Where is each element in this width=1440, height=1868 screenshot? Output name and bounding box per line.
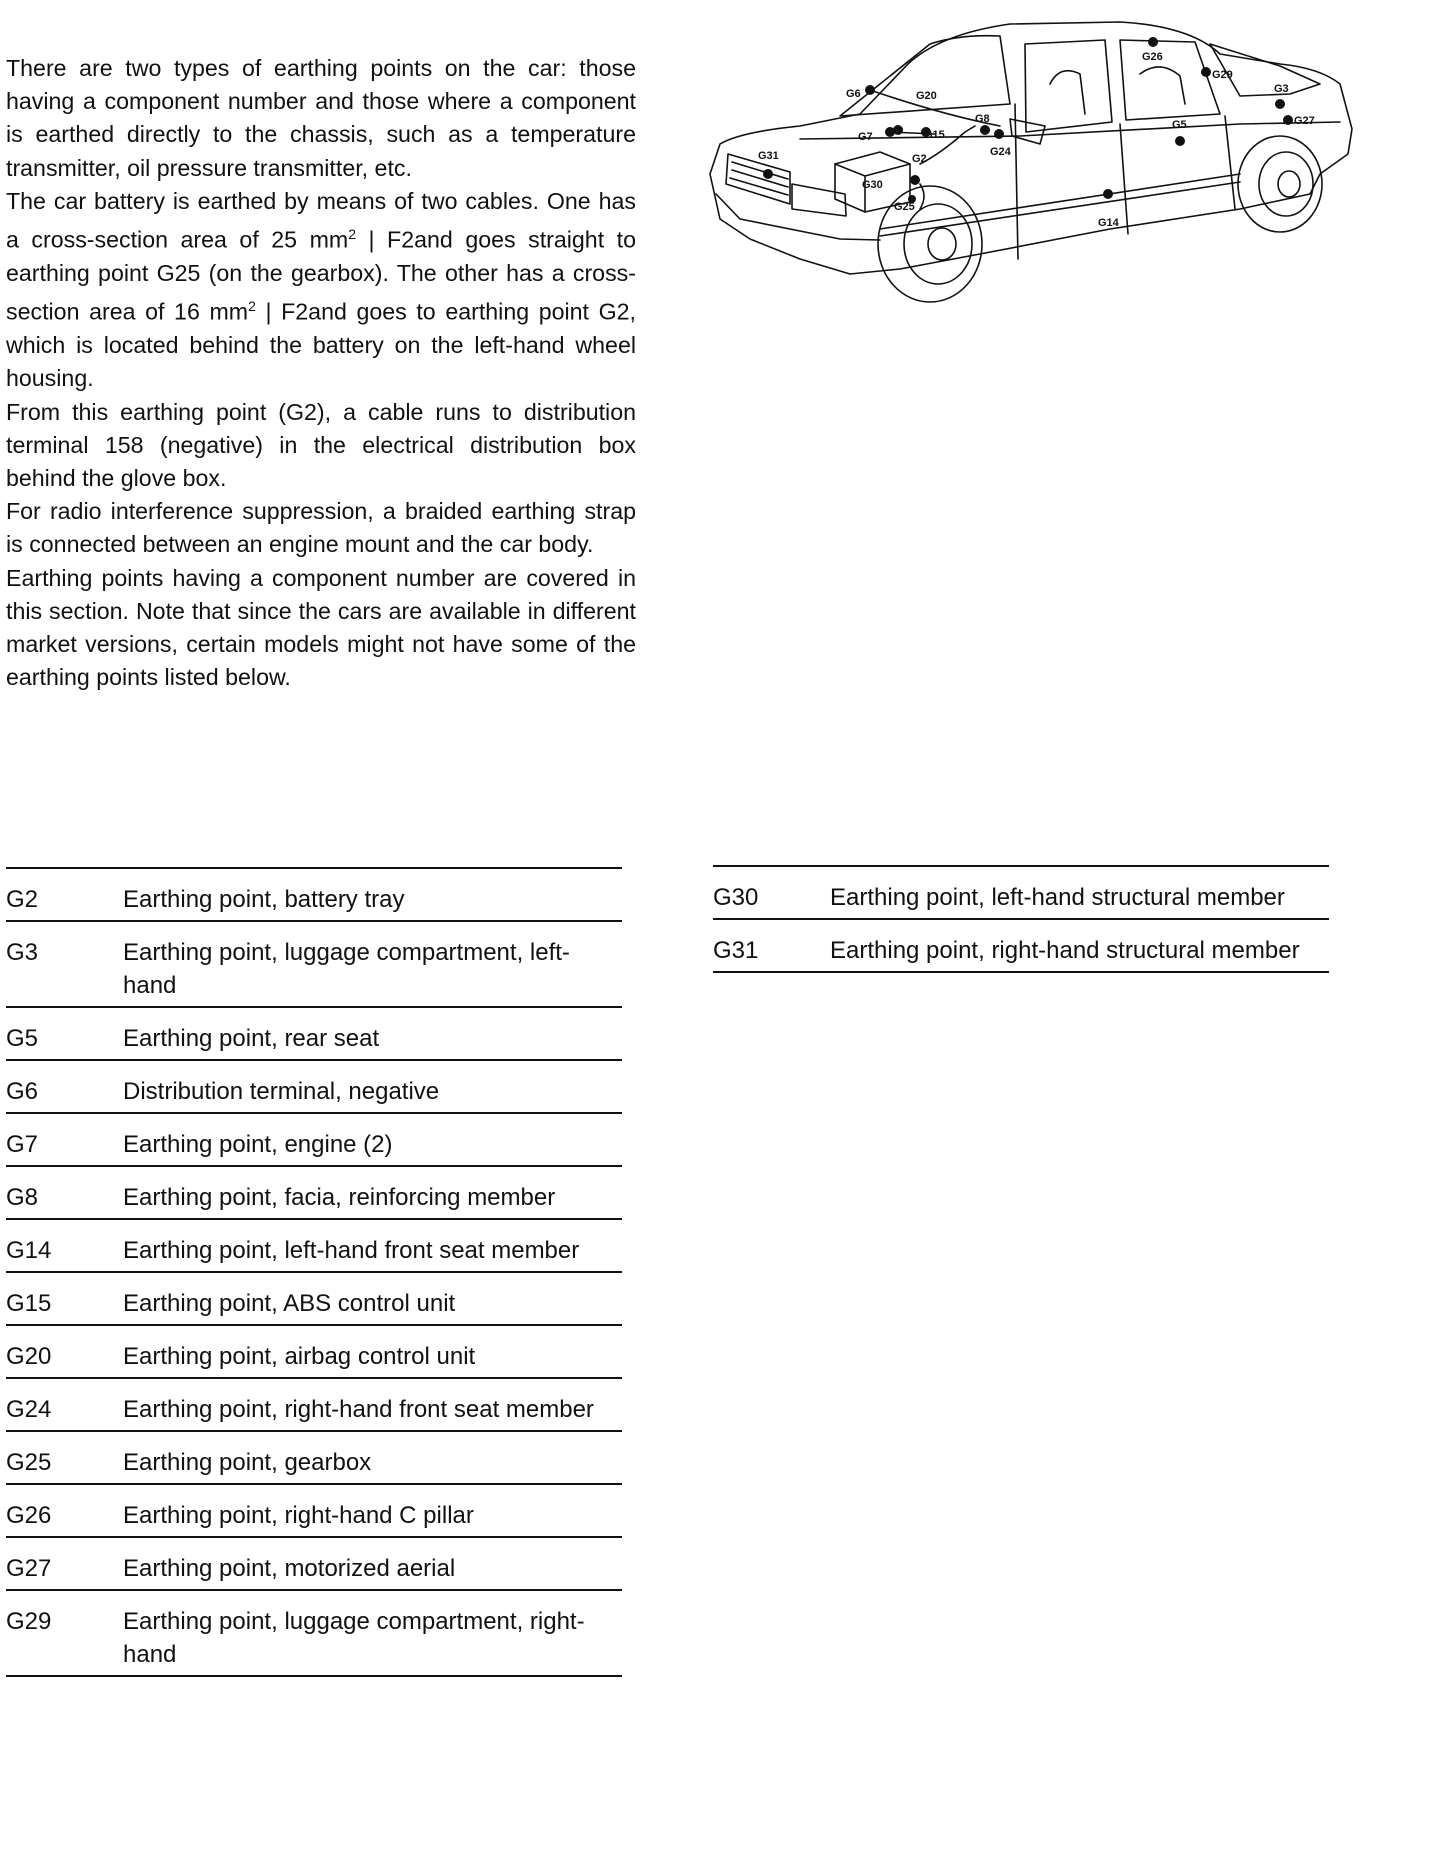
rear-door-window bbox=[1120, 40, 1220, 120]
component-description: Earthing point, left-hand front seat member bbox=[123, 1237, 580, 1264]
beltline bbox=[800, 122, 1340, 139]
component-description: Earthing point, airbag control unit bbox=[123, 1343, 476, 1370]
label-g24: G24 bbox=[990, 146, 1011, 158]
door-line bbox=[1225, 116, 1235, 209]
list-item bbox=[713, 867, 1329, 920]
list-item bbox=[6, 1379, 622, 1432]
seat-outline bbox=[1050, 67, 1185, 114]
marker-g6 bbox=[865, 85, 875, 95]
battery-text-b: | F2and goes straight to earthing point G25 (on the gearbox). The other has a cross-section area of 16 mm bbox=[6, 226, 636, 325]
marker-g24 bbox=[994, 129, 1004, 139]
marker-g26 bbox=[1148, 37, 1158, 47]
component-code: G3 bbox=[6, 939, 39, 966]
front-door-window bbox=[1025, 40, 1112, 132]
label-g29: G29 bbox=[1212, 69, 1233, 81]
intro-paragraph-battery bbox=[6, 185, 636, 396]
list-item bbox=[6, 1114, 622, 1167]
component-description: Earthing point, right-hand structural member bbox=[830, 937, 1300, 964]
marker-g29 bbox=[1201, 67, 1211, 77]
component-description: Earthing point, rear seat bbox=[123, 1025, 380, 1052]
component-code: G29 bbox=[6, 1608, 52, 1635]
superscript: 2 bbox=[248, 298, 256, 315]
component-code: G14 bbox=[6, 1237, 52, 1264]
component-code: G20 bbox=[6, 1343, 52, 1370]
component-code: G24 bbox=[6, 1396, 52, 1423]
component-code: G25 bbox=[6, 1449, 52, 1476]
intro-paragraph: Earthing points having a component number are covered in this section. Note that since the cars are available in different market versions, certain models might not have some of the earthing points listed below. bbox=[6, 564, 636, 691]
marker-g27 bbox=[1283, 115, 1293, 125]
rear-wheel bbox=[1238, 136, 1322, 232]
list-item bbox=[6, 1167, 622, 1220]
label-g27: G27 bbox=[1294, 115, 1315, 127]
windshield bbox=[840, 36, 1010, 116]
component-description: Earthing point, facia, reinforcing member bbox=[123, 1184, 556, 1211]
component-code: G30 bbox=[713, 884, 759, 911]
earthing-points-list-right bbox=[713, 865, 1329, 973]
component-code: G26 bbox=[6, 1502, 52, 1529]
intro-paragraph: For radio interference suppression, a braided earthing strap is connected between an engine mount and the car body. bbox=[6, 498, 636, 558]
superscript: 2 bbox=[348, 226, 357, 243]
label-g8: G8 bbox=[975, 113, 990, 125]
list-item bbox=[6, 1591, 622, 1677]
component-code: G6 bbox=[6, 1078, 39, 1105]
label-g3: G3 bbox=[1274, 83, 1289, 95]
component-description: Earthing point, gearbox bbox=[123, 1449, 372, 1476]
label-g7: G7 bbox=[858, 131, 873, 143]
component-description: Distribution terminal, negative bbox=[123, 1078, 440, 1105]
marker-g3 bbox=[1275, 99, 1285, 109]
component-description: Earthing point, battery tray bbox=[123, 886, 405, 913]
list-item bbox=[6, 1220, 622, 1273]
battery-text-c: | F2and goes to earthing point G2, which is located behind the battery on the left-hand wheel housing. bbox=[6, 298, 636, 392]
component-description: Earthing point, ABS control unit bbox=[123, 1290, 456, 1317]
door-line bbox=[1015, 104, 1018, 259]
list-item bbox=[6, 1008, 622, 1061]
component-description: Earthing point, luggage compartment, left-hand bbox=[123, 939, 570, 999]
component-description: Earthing point, luggage compartment, right-hand bbox=[123, 1608, 585, 1668]
marker-g7b bbox=[893, 125, 903, 135]
intro-text bbox=[6, 52, 636, 694]
list-item bbox=[6, 1273, 622, 1326]
marker-g5 bbox=[1175, 136, 1185, 146]
grille-slat bbox=[730, 162, 788, 195]
car-body-outline bbox=[710, 22, 1352, 274]
marker-g8 bbox=[980, 125, 990, 135]
marker-g31 bbox=[763, 169, 773, 179]
list-item bbox=[6, 1485, 622, 1538]
component-description: Earthing point, motorized aerial bbox=[123, 1555, 456, 1582]
component-code: G2 bbox=[6, 886, 39, 913]
marker-g2 bbox=[910, 175, 920, 185]
label-g5: G5 bbox=[1172, 119, 1187, 131]
side-trim bbox=[880, 174, 1240, 229]
side-trim bbox=[880, 182, 1240, 236]
label-g15: G15 bbox=[924, 129, 945, 141]
component-code: G7 bbox=[6, 1131, 39, 1158]
list-item bbox=[6, 1326, 622, 1379]
list-item bbox=[6, 1061, 622, 1114]
list-item bbox=[6, 869, 622, 922]
wiring-harness bbox=[870, 90, 1000, 209]
list-item bbox=[6, 1538, 622, 1591]
door-line bbox=[1120, 124, 1128, 234]
label-g6: G6 bbox=[846, 88, 861, 100]
car-earthing-diagram bbox=[680, 4, 1440, 344]
component-code: G15 bbox=[6, 1290, 52, 1317]
earthing-points-list-left bbox=[6, 867, 622, 1677]
label-g20: G20 bbox=[916, 90, 937, 102]
label-g25: G25 bbox=[894, 201, 915, 213]
label-g26: G26 bbox=[1142, 51, 1163, 63]
component-code: G8 bbox=[6, 1184, 39, 1211]
component-description: Earthing point, right-hand C pillar bbox=[123, 1502, 474, 1529]
marker-g14 bbox=[1103, 189, 1113, 199]
list-item bbox=[713, 920, 1329, 973]
component-code: G5 bbox=[6, 1025, 39, 1052]
label-g2: G2 bbox=[912, 153, 927, 165]
intro-paragraph: There are two types of earthing points on the car: those having a component number and those where a component is earthed directly to the chassis, such as a temperature transmitter, oil pressure transmitter, etc. bbox=[6, 55, 636, 181]
component-description: Earthing point, right-hand front seat member bbox=[123, 1396, 594, 1423]
list-item bbox=[6, 1432, 622, 1485]
component-description: Earthing point, engine (2) bbox=[123, 1131, 393, 1158]
battery-text-a: The car battery is earthed by means of two cables. One has a cross-section area of 25 mm bbox=[6, 187, 636, 253]
list-item bbox=[6, 922, 622, 1008]
component-description: Earthing point, left-hand structural member bbox=[830, 884, 1285, 911]
label-g31: G31 bbox=[758, 150, 779, 162]
label-g14: G14 bbox=[1098, 217, 1119, 229]
label-g30: G30 bbox=[862, 179, 883, 191]
intro-paragraph: From this earthing point (G2), a cable runs to distribution terminal 158 (negative) in the electrical distribution box behind the glove box. bbox=[6, 398, 636, 491]
component-code: G31 bbox=[713, 937, 759, 964]
component-code: G27 bbox=[6, 1555, 52, 1582]
